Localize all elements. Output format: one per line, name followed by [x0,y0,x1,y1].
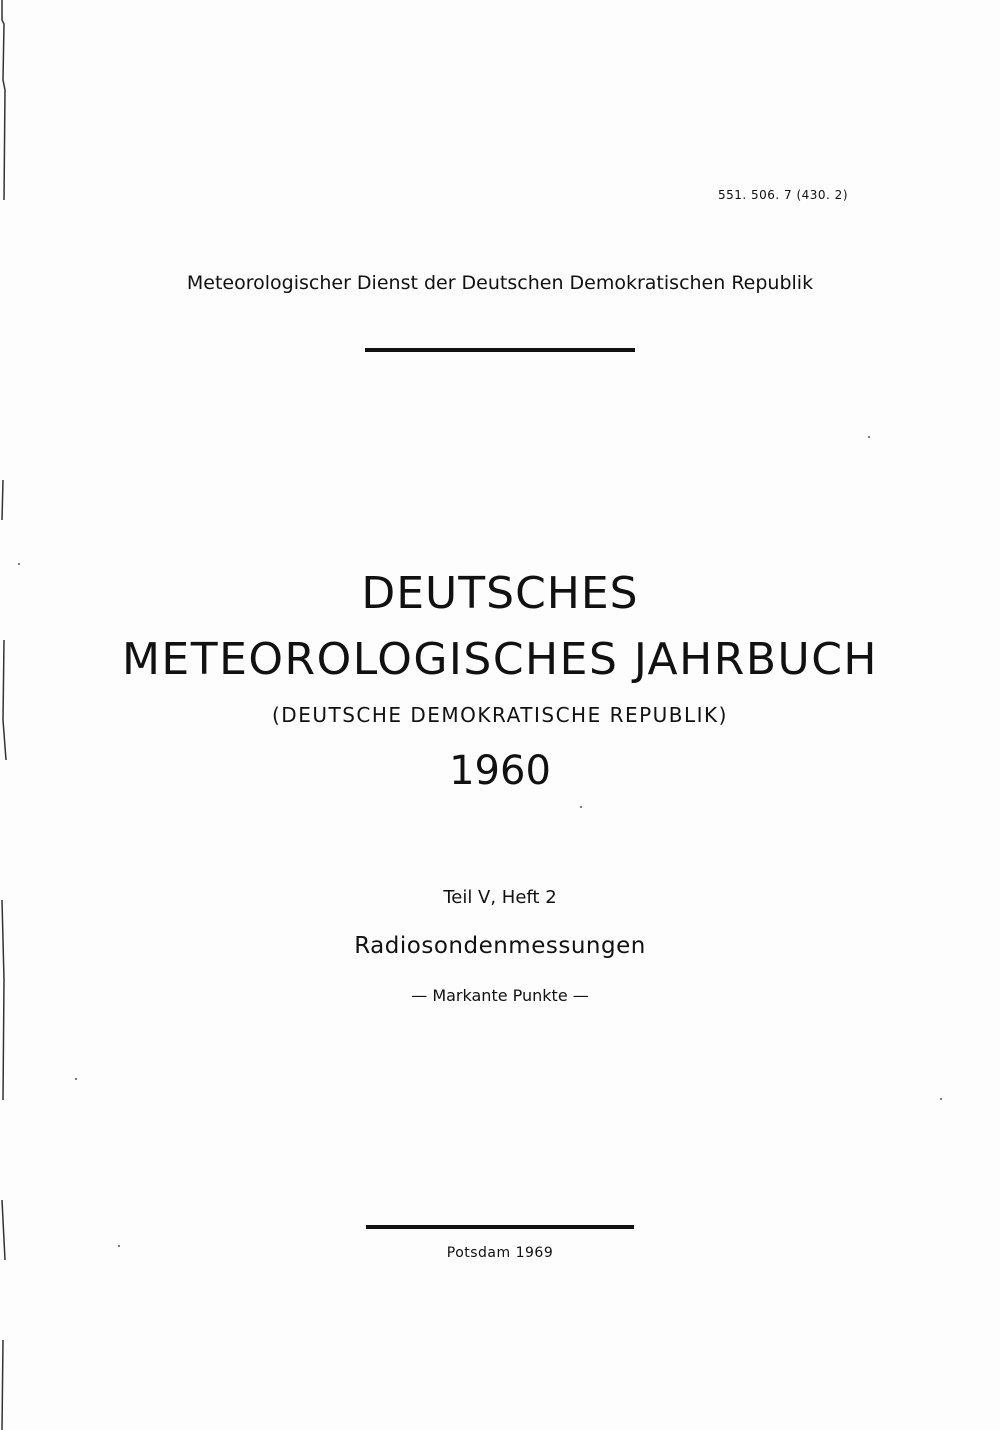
scan-speck [940,1098,942,1100]
scan-speck [118,1245,120,1247]
top-divider-rule [365,348,635,352]
publisher-name: Meteorologischer Dienst der Deutschen Demokratischen Republik [186,272,814,294]
scan-speck [868,436,870,438]
title-year: 1960 [449,748,551,794]
topic-title: Radiosondenmessungen [354,933,646,959]
scan-speck [18,563,20,565]
scan-speck [580,806,582,808]
title-line-2: METEOROLOGISCHES JAHRBUCH [121,634,879,685]
scan-speck [75,1078,77,1080]
bottom-divider-rule [366,1225,634,1229]
title-line-1: DEUTSCHES [361,568,639,619]
imprint-place-year: Potsdam 1969 [446,1245,554,1261]
title-subtitle: (DEUTSCHE DEMOKRATISCHE REPUBLIK) [272,703,728,727]
topic-subtitle: — Markante Punkte — [411,986,589,1005]
classification-number: 551. 506. 7 (430. 2) [717,188,848,202]
part-label: Teil V, Heft 2 [443,887,557,908]
